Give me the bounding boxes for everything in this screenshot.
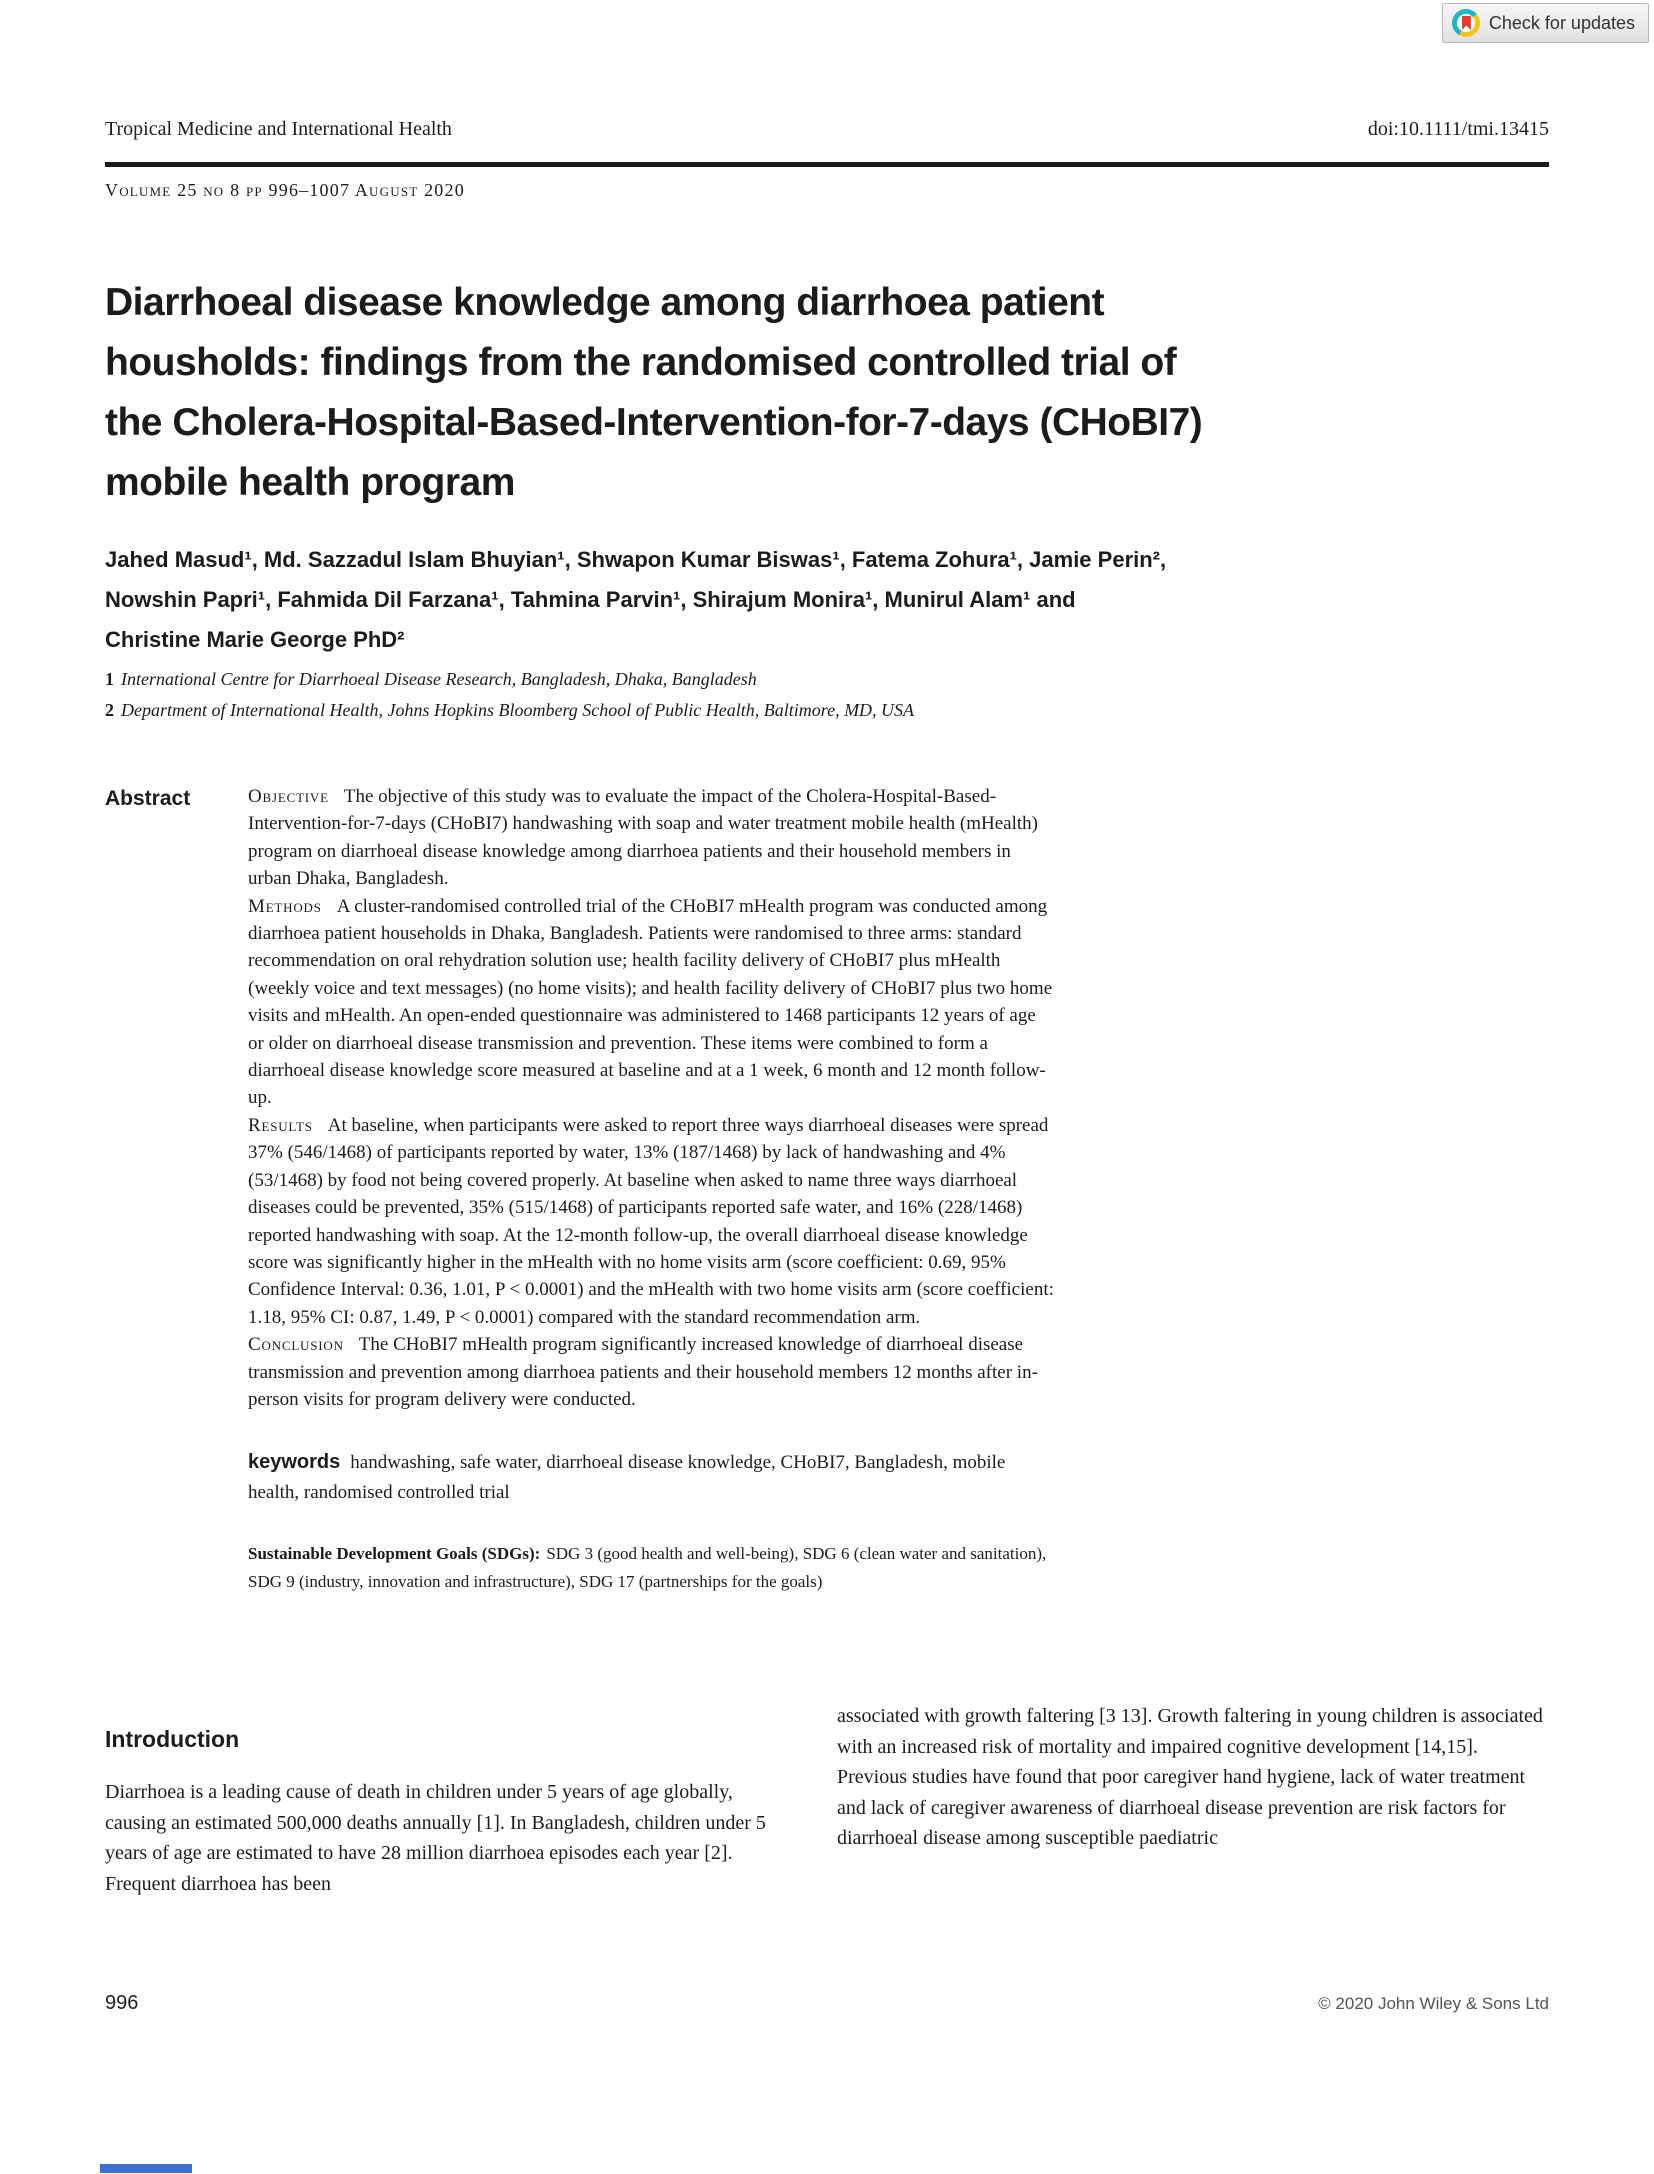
introduction-heading: Introduction: [105, 1726, 240, 1752]
affiliation-1-number: 1: [105, 669, 114, 689]
abstract-objective: [248, 783, 1056, 893]
journal-name: Tropical Medicine and International Health: [105, 118, 452, 140]
article-title-line-2: housholds: findings from the randomised controlled trial of: [105, 341, 1177, 384]
keywords-label: keywords: [248, 1451, 341, 1474]
crossmark-icon: [1452, 9, 1480, 37]
affiliation-2: [105, 695, 914, 726]
abstract-body: [248, 783, 1056, 1613]
sdg-label: Sustainable Development Goals (SDGs):: [248, 1544, 541, 1564]
check-for-updates-label: Check for updates: [1488, 12, 1635, 33]
keywords-text: handwashing, safe water, diarrhoeal disease knowledge, CHoBI7, Bangladesh, mobile health, randomised controlled trial: [248, 1452, 1006, 1504]
keywords-block: [248, 1447, 1056, 1508]
page-number: 996: [105, 1992, 139, 2014]
affiliation-1-text: International Centre for Diarrhoeal Disease Research, Bangladesh, Dhaka, Bangladesh: [121, 669, 757, 689]
introduction-paragraph-right: associated with growth faltering [3 13]. Growth faltering in young children is associated with an increased risk of mortality and impaired cognitive development [14,15]. Previous studies have found that poor caregiver hand hygiene, lack of water treatment and lack of caregiver awareness of diarrhoeal disease prevention are risk factors for diarrhoeal disease among susceptible paediatric: [837, 1705, 1543, 1849]
article-title-line-3: the Cholera-Hospital-Based-Intervention-for-7-days (CHoBI7): [105, 401, 1203, 444]
abstract-conclusion-label: Conclusion: [248, 1334, 344, 1356]
abstract-results-text: At baseline, when participants were asked to report three ways diarrhoeal diseases were spread 37% (546/1468) of participants reported by water, 13% (187/1468) by lack of handwashing and 4% (53/1468) by food not being covered properly. At baseline when asked to name three ways diarrhoeal diseases could be prevented, 35% (515/1468) of participants reported safe water, and 16% (228/1468) reported handwashing with soap. At the 12-month follow-up, the overall diarrhoeal disease knowledge score was significantly higher in the mHealth with no home visits arm (score coefficient: 0.69, 95% Confidence Interval: 0.36, 1.01, P < 0.0001) and the mHealth with two home visits arm (score coefficient: 1.18, 95% CI: 0.87, 1.49, P < 0.0001) compared with the standard recommendation arm.: [248, 1114, 1054, 1328]
introduction-right-column: [837, 1698, 1549, 1899]
abstract-results: [248, 1112, 1056, 1331]
sdg-block: [248, 1540, 1056, 1596]
abstract-conclusion: [248, 1331, 1056, 1413]
abstract-heading: Abstract: [105, 787, 191, 810]
introduction-paragraph-left: Diarrhoea is a leading cause of death in children under 5 years of age globally, causing an estimated 500,000 deaths annually [1]. In Bangladesh, children under 5 years of age are estimated to have 28 million diarrhoea episodes each year [2]. Frequent diarrhoea has been: [105, 1781, 766, 1895]
check-for-updates-button[interactable]: [1442, 3, 1649, 43]
author-line-3: Christine Marie George PhD²: [105, 627, 405, 652]
page-footer: [105, 1992, 1549, 2015]
journal-header: [105, 118, 1549, 141]
article-title-line-1: Diarrhoeal disease knowledge among diarrhoea patient: [105, 281, 1105, 324]
article-title-line-4: mobile health program: [105, 461, 515, 504]
abstract-objective-label: Objective: [248, 786, 329, 807]
author-list: [105, 540, 1166, 660]
introduction-section: [105, 1698, 1549, 1899]
abstract-methods: [248, 893, 1056, 1112]
affiliation-2-number: 2: [105, 700, 114, 720]
author-line-1: Jahed Masud¹, Md. Sazzadul Islam Bhuyian¹, Shwapon Kumar Biswas¹, Fatema Zohura¹, Jamie Perin²,: [105, 547, 1167, 572]
author-line-2: Nowshin Papri¹, Fahmida Dil Farzana¹, Tahmina Parvin¹, Shirajum Monira¹, Munirul Alam¹ and: [105, 587, 1076, 612]
abstract-conclusion-text: The CHoBI7 mHealth program significantly increased knowledge of diarrhoeal disease transmission and prevention among diarrhoea patients and their household members 12 months after in-person visits for program delivery were conducted.: [248, 1334, 1038, 1410]
affiliations: [105, 664, 914, 726]
sdg-text: SDG 3 (good health and well-being), SDG 6 (clean water and sanitation), SDG 9 (industry, innovation and infrastructure), SDG 17 (partnerships for the goals): [248, 1544, 1047, 1592]
doi-text: doi:10.1111/tmi.13415: [1367, 118, 1549, 140]
affiliation-2-text: Department of International Health, Johns Hopkins Bloomberg School of Public Health, Baltimore, MD, USA: [121, 700, 915, 720]
abstract-results-label: Results: [248, 1114, 313, 1136]
article-title: [105, 273, 1202, 513]
introduction-left-column: [105, 1698, 810, 1899]
abstract-objective-text: The objective of this study was to evaluate the impact of the Cholera-Hospital-Based-Intervention-for-7-days (CHoBI7) handwashing with soap and water treatment mobile health (mHealth) program on diarrhoeal disease knowledge among diarrhoea patients and their household members in urban Dhaka, Bangladesh.: [248, 786, 1038, 890]
abstract-methods-label: Methods: [248, 895, 322, 917]
link-highlight-bar: [100, 2164, 192, 2173]
volume-issue-line: Volume 25 no 8 pp 996–1007 August 2020: [105, 180, 465, 200]
affiliation-1: [105, 664, 914, 695]
abstract-methods-text: A cluster-randomised controlled trial of the CHoBI7 mHealth program was conducted among diarrhoea patient households in Dhaka, Bangladesh. Patients were randomised to three arms: standard recommendation on oral rehydration solution use; health facility delivery of CHoBI7 plus mHealth (weekly voice and text messages) (no home visits); and health facility delivery of CHoBI7 plus two home visits and mHealth. An open-ended questionnaire was administered to 1468 participants 12 years of age or older on diarrhoeal disease transmission and prevention. These items were combined to form a diarrhoeal disease knowledge score measured at baseline and at a 1 week, 6 month and 12 month follow-up.: [248, 895, 1053, 1109]
copyright-text: © 2020 John Wiley & Sons Ltd: [1318, 1994, 1549, 2013]
header-rule: [105, 162, 1549, 167]
